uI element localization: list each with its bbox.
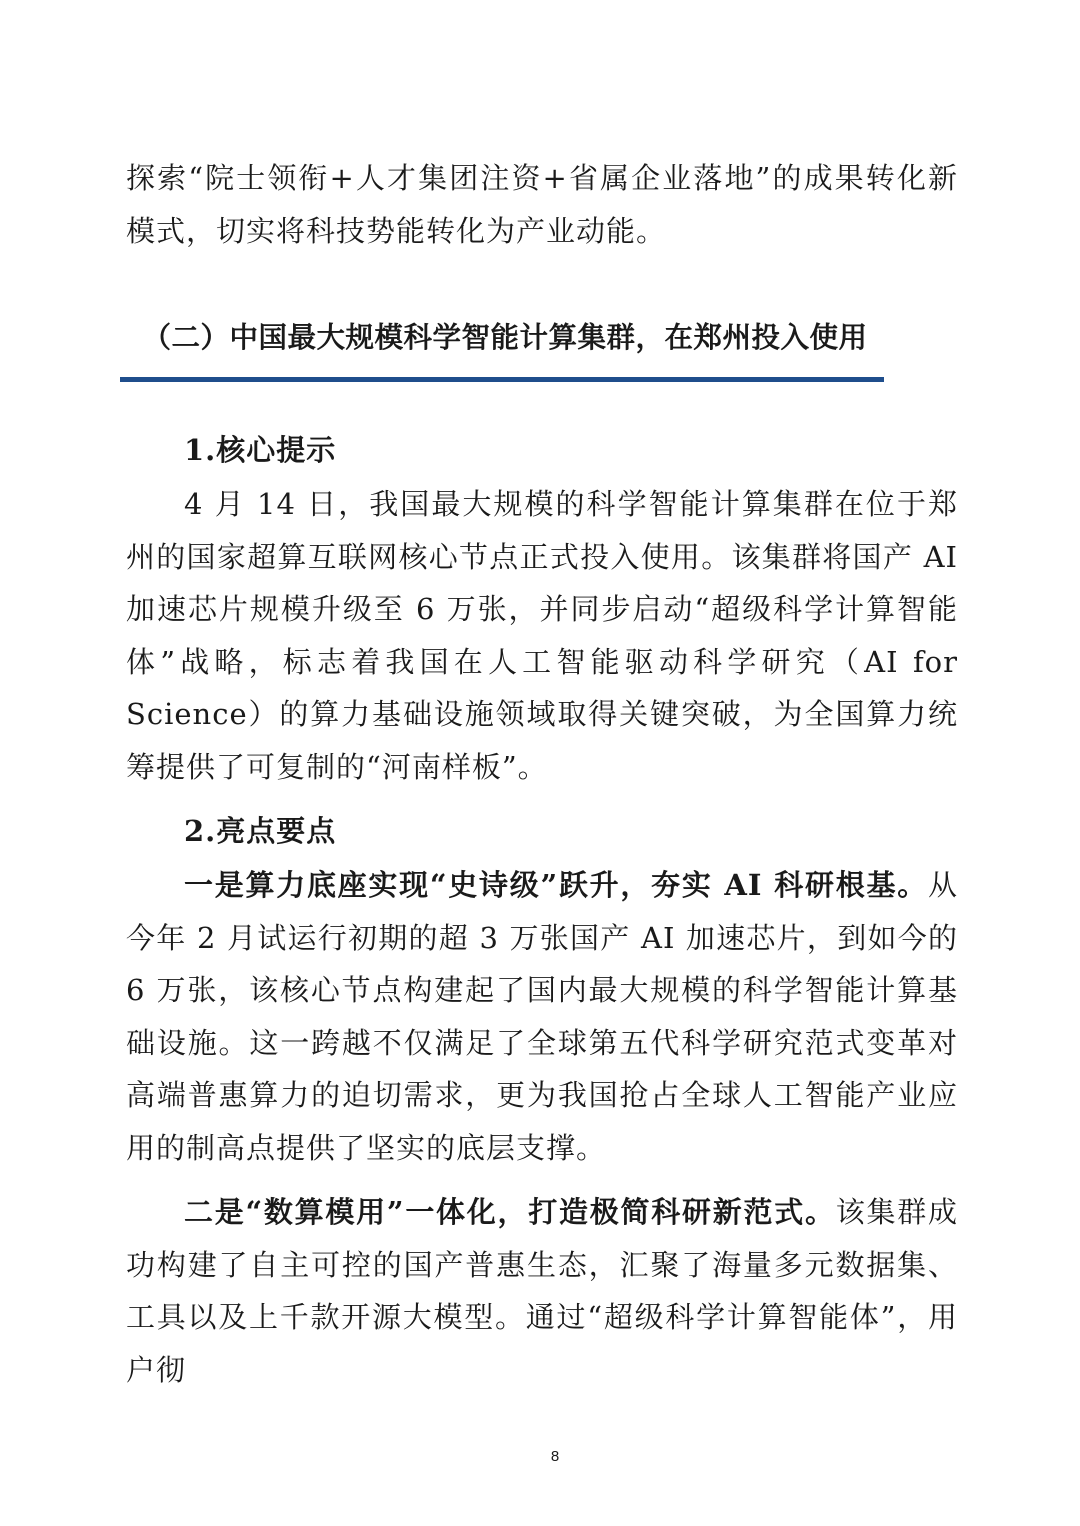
intro-paragraph: 探索“院士领衔+人才集团注资+省属企业落地”的成果转化新模式，切实将科技势能转化为产业动能。	[126, 161, 958, 248]
part1-paragraph: 4 月 14 日，我国最大规模的科学智能计算集群在位于郑州的国家超算互联网核心节点正式投入使用。该集群将国产 AI 加速芯片规模升级至 6 万张，并同步启动“超级科学计算智能体”战略，标志着我国在人工智能驱动科学研究（AI for Science）的算力基础设施领域取得关键突破，为全国算力统筹提供了可复制的“河南样板”。	[126, 487, 958, 784]
point2-body: 该集群成功构建了自主可控的国产普惠生态，汇聚了海量多元数据集、工具以及上千款开源大模型。通过“超级科学计算智能体”，用户彻	[126, 1195, 958, 1387]
point1-paragraph	[126, 859, 958, 1174]
point1-lead: 一是算力底座实现“史诗级”跃升，夯实 AI 科研根基。	[184, 868, 928, 902]
section-heading: （二）中国最大规模科学智能计算集群，在郑州投入使用	[142, 321, 868, 354]
point2-lead: 二是“数算模用”一体化，打造极简科研新范式。	[184, 1195, 836, 1229]
page-number: 8	[550, 1448, 560, 1465]
part1-heading: 1.核心提示	[184, 433, 337, 467]
part2-heading: 2.亮点要点	[184, 814, 337, 848]
point1-body: 从今年 2 月试运行初期的超 3 万张国产 AI 加速芯片，到如今的 6 万张，该核心节点构建起了国内最大规模的科学智能计算基础设施。这一跨越不仅满足了全球第五代科学研究范式变革对高端普惠算力的迫切需求，更为我国抢占全球人工智能产业应用的制高点提供了坚实的底层支撑。	[126, 868, 958, 1165]
heading-divider	[120, 377, 884, 382]
point2-paragraph	[126, 1186, 958, 1396]
